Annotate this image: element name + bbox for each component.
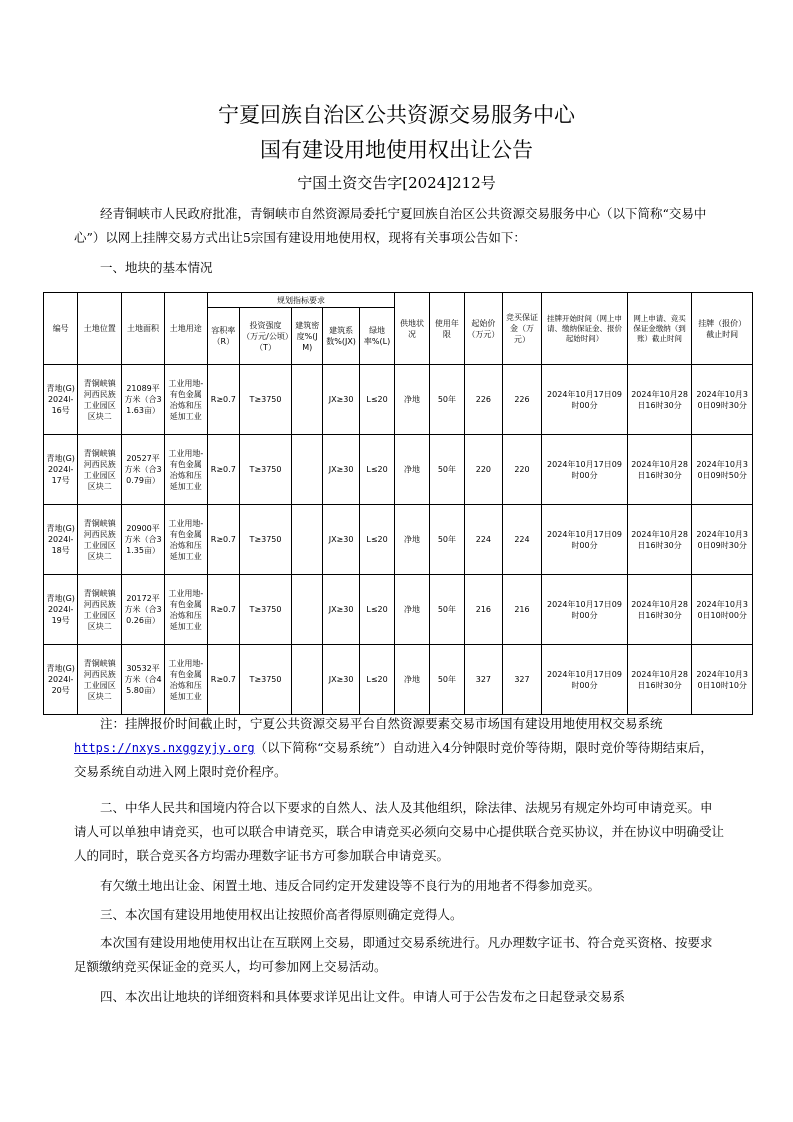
cell-start-price: 327 (465, 645, 503, 715)
table-row (44, 505, 753, 575)
section-4-paragraph: 四、本次出让地块的详细资料和具体要求详见出让文件。申请人可于公告发布之日起登录交易系 (100, 989, 626, 1004)
header-location: 土地位置 (78, 293, 122, 365)
cell-deposit: 216 (502, 575, 542, 645)
cell-location: 青铜峡镇河西民族工业园区区块二 (78, 435, 122, 505)
cell-green-rate: L≤20 (359, 365, 394, 435)
cell-listing-end: 2024年10月30日10时10分 (692, 645, 753, 715)
header-plot-ratio: 容积率（R） (207, 308, 239, 365)
cell-term: 50年 (429, 645, 464, 715)
header-building-density: 建筑密度%(JM) (292, 308, 323, 365)
cell-application-end: 2024年10月28日16时30分 (627, 365, 692, 435)
cell-usage: 工业用地-有色金属冶炼和压延加工业 (164, 435, 207, 505)
cell-plot-ratio: R≥0.7 (207, 505, 239, 575)
cell-location: 青铜峡镇河西民族工业园区区块二 (78, 575, 122, 645)
section-3-detail: 本次国有建设用地使用权出让在互联网上交易，即通过交易系统进行。凡办理数字证书、符合竞买资格、按要求足额缴纳竞买保证金的竞买人，均可参加网上交易活动。 (74, 935, 713, 974)
cell-delivery: 净地 (395, 435, 429, 505)
cell-number: 青地(G)2024l-20号 (44, 645, 78, 715)
cell-usage: 工业用地-有色金属冶炼和压延加工业 (164, 365, 207, 435)
cell-application-end: 2024年10月28日16时30分 (627, 435, 692, 505)
header-usage: 土地用途 (164, 293, 207, 365)
cell-start-price: 224 (465, 505, 503, 575)
cell-application-end: 2024年10月28日16时30分 (627, 645, 692, 715)
cell-green-rate: L≤20 (359, 505, 394, 575)
header-planning-group: 规划指标要求 (207, 293, 395, 308)
cell-term: 50年 (429, 365, 464, 435)
table-row (44, 435, 753, 505)
cell-number: 青地(G)2024l-17号 (44, 435, 78, 505)
cell-area: 20527平方米（合30.79亩） (122, 435, 165, 505)
cell-building-density (292, 505, 323, 575)
header-deposit: 竞买保证金（万元） (502, 293, 542, 365)
note-text-1: 注：挂牌报价时间截止时，宁夏公共资源交易平台自然资源要素交易市场国有建设用地使用权交易系统 (100, 716, 663, 731)
cell-deposit: 224 (502, 505, 542, 575)
cell-investment: T≥3750 (239, 575, 291, 645)
note-paragraph (74, 712, 724, 784)
section-1-title: 一、地块的基本情况 (100, 260, 213, 275)
cell-location: 青铜峡镇河西民族工业园区区块二 (78, 365, 122, 435)
cell-listing-end: 2024年10月30日09时30分 (692, 365, 753, 435)
header-listing-start: 挂牌开始时间（网上申请、缴纳保证金、报价起始时间） (542, 293, 627, 365)
cell-area: 20900平方米（合31.35亩） (122, 505, 165, 575)
table-row (44, 365, 753, 435)
cell-green-rate: L≤20 (359, 435, 394, 505)
header-investment: 投资强度（万元/公顷）（T） (239, 308, 291, 365)
cell-investment: T≥3750 (239, 645, 291, 715)
cell-usage: 工业用地-有色金属冶炼和压延加工业 (164, 505, 207, 575)
section-3-paragraph: 三、本次国有建设用地使用权出让按照价高者得原则确定竞得人。 (100, 907, 463, 922)
cell-building-density (292, 365, 323, 435)
cell-investment: T≥3750 (239, 365, 291, 435)
cell-listing-start: 2024年10月17日09时00分 (542, 435, 627, 505)
cell-term: 50年 (429, 505, 464, 575)
cell-plot-ratio: R≥0.7 (207, 365, 239, 435)
header-listing-end: 挂牌（报价）截止时间 (692, 293, 753, 365)
header-delivery: 供地状况 (395, 293, 429, 365)
cell-area: 30532平方米（合45.80亩） (122, 645, 165, 715)
cell-listing-end: 2024年10月30日09时50分 (692, 435, 753, 505)
cell-term: 50年 (429, 435, 464, 505)
cell-number: 青地(G)2024l-19号 (44, 575, 78, 645)
cell-building-coef: JX≥30 (323, 435, 359, 505)
cell-listing-start: 2024年10月17日09时00分 (542, 575, 627, 645)
cell-listing-end: 2024年10月30日10时00分 (692, 575, 753, 645)
cell-listing-start: 2024年10月17日09时00分 (542, 365, 627, 435)
note-text-2: （以下简称“交易系统”）自动进入4分钟限时竞价等待期，限时竞价等待期结束后，交易系统自动进入网上限时竞价程序。 (74, 740, 713, 779)
cell-green-rate: L≤20 (359, 645, 394, 715)
cell-investment: T≥3750 (239, 435, 291, 505)
cell-plot-ratio: R≥0.7 (207, 645, 239, 715)
cell-usage: 工业用地-有色金属冶炼和压延加工业 (164, 575, 207, 645)
cell-plot-ratio: R≥0.7 (207, 575, 239, 645)
section-2-paragraph: 二、中华人民共和国境内符合以下要求的自然人、法人及其他组织，除法律、法规另有规定外均可申请竞买。申请人可以单独申请竞买，也可以联合申请竞买，联合申请竞买必须向交易中心提供联合竞买协议，并在协议中明确受让人的同时，联合竞买各方均需办理数字证书方可参加联合申请竞买。 (74, 800, 725, 863)
cell-listing-start: 2024年10月17日09时00分 (542, 645, 627, 715)
cell-delivery: 净地 (395, 505, 429, 575)
cell-deposit: 220 (502, 435, 542, 505)
document-number: 宁国土资交告字[2024]212号 (297, 174, 496, 192)
header-green-rate: 绿地率%(L) (359, 308, 394, 365)
cell-plot-ratio: R≥0.7 (207, 435, 239, 505)
page-subtitle: 国有建设用地使用权出让公告 (260, 138, 533, 162)
cell-delivery: 净地 (395, 365, 429, 435)
cell-start-price: 216 (465, 575, 503, 645)
trading-system-link[interactable]: https://nxys.nxggzyjy.org (74, 741, 255, 755)
cell-building-coef: JX≥30 (323, 365, 359, 435)
header-application-end: 网上申请、竞买保证金缴纳（到账）截止时间 (627, 293, 692, 365)
table-row (44, 645, 753, 715)
cell-area: 20172平方米（合30.26亩） (122, 575, 165, 645)
land-plots-table (43, 292, 753, 715)
cell-building-coef: JX≥30 (323, 575, 359, 645)
cell-delivery: 净地 (395, 645, 429, 715)
cell-number: 青地(G)2024l-18号 (44, 505, 78, 575)
cell-deposit: 226 (502, 365, 542, 435)
cell-building-density (292, 575, 323, 645)
cell-application-end: 2024年10月28日16时30分 (627, 575, 692, 645)
intro-paragraph: 经青铜峡市人民政府批准，青铜峡市自然资源局委托宁夏回族自治区公共资源交易服务中心（以下简称“交易中心”）以网上挂牌交易方式出让5宗国有建设用地使用权，现将有关事项公告如下： (74, 206, 707, 245)
cell-investment: T≥3750 (239, 505, 291, 575)
header-area: 土地面积 (122, 293, 165, 365)
cell-number: 青地(G)2024l-16号 (44, 365, 78, 435)
cell-building-density (292, 645, 323, 715)
cell-start-price: 226 (465, 365, 503, 435)
cell-application-end: 2024年10月28日16时30分 (627, 505, 692, 575)
cell-area: 21089平方米（合31.63亩） (122, 365, 165, 435)
header-term: 使用年限 (429, 293, 464, 365)
page-title: 宁夏回族自治区公共资源交易服务中心 (218, 103, 575, 127)
table-row (44, 575, 753, 645)
cell-deposit: 327 (502, 645, 542, 715)
cell-green-rate: L≤20 (359, 575, 394, 645)
header-building-coef: 建筑系数%(JX) (323, 308, 359, 365)
header-start-price: 起始价（万元） (465, 293, 503, 365)
cell-building-coef: JX≥30 (323, 505, 359, 575)
cell-term: 50年 (429, 575, 464, 645)
cell-listing-start: 2024年10月17日09时00分 (542, 505, 627, 575)
cell-listing-end: 2024年10月30日09时30分 (692, 505, 753, 575)
cell-location: 青铜峡镇河西民族工业园区区块二 (78, 645, 122, 715)
section-2-note: 有欠缴土地出让金、闲置土地、违反合同约定开发建设等不良行为的用地者不得参加竞买。 (100, 878, 601, 893)
cell-building-coef: JX≥30 (323, 645, 359, 715)
cell-delivery: 净地 (395, 575, 429, 645)
cell-location: 青铜峡镇河西民族工业园区区块二 (78, 505, 122, 575)
cell-building-density (292, 435, 323, 505)
cell-start-price: 220 (465, 435, 503, 505)
header-number: 编号 (44, 293, 78, 365)
cell-usage: 工业用地-有色金属冶炼和压延加工业 (164, 645, 207, 715)
